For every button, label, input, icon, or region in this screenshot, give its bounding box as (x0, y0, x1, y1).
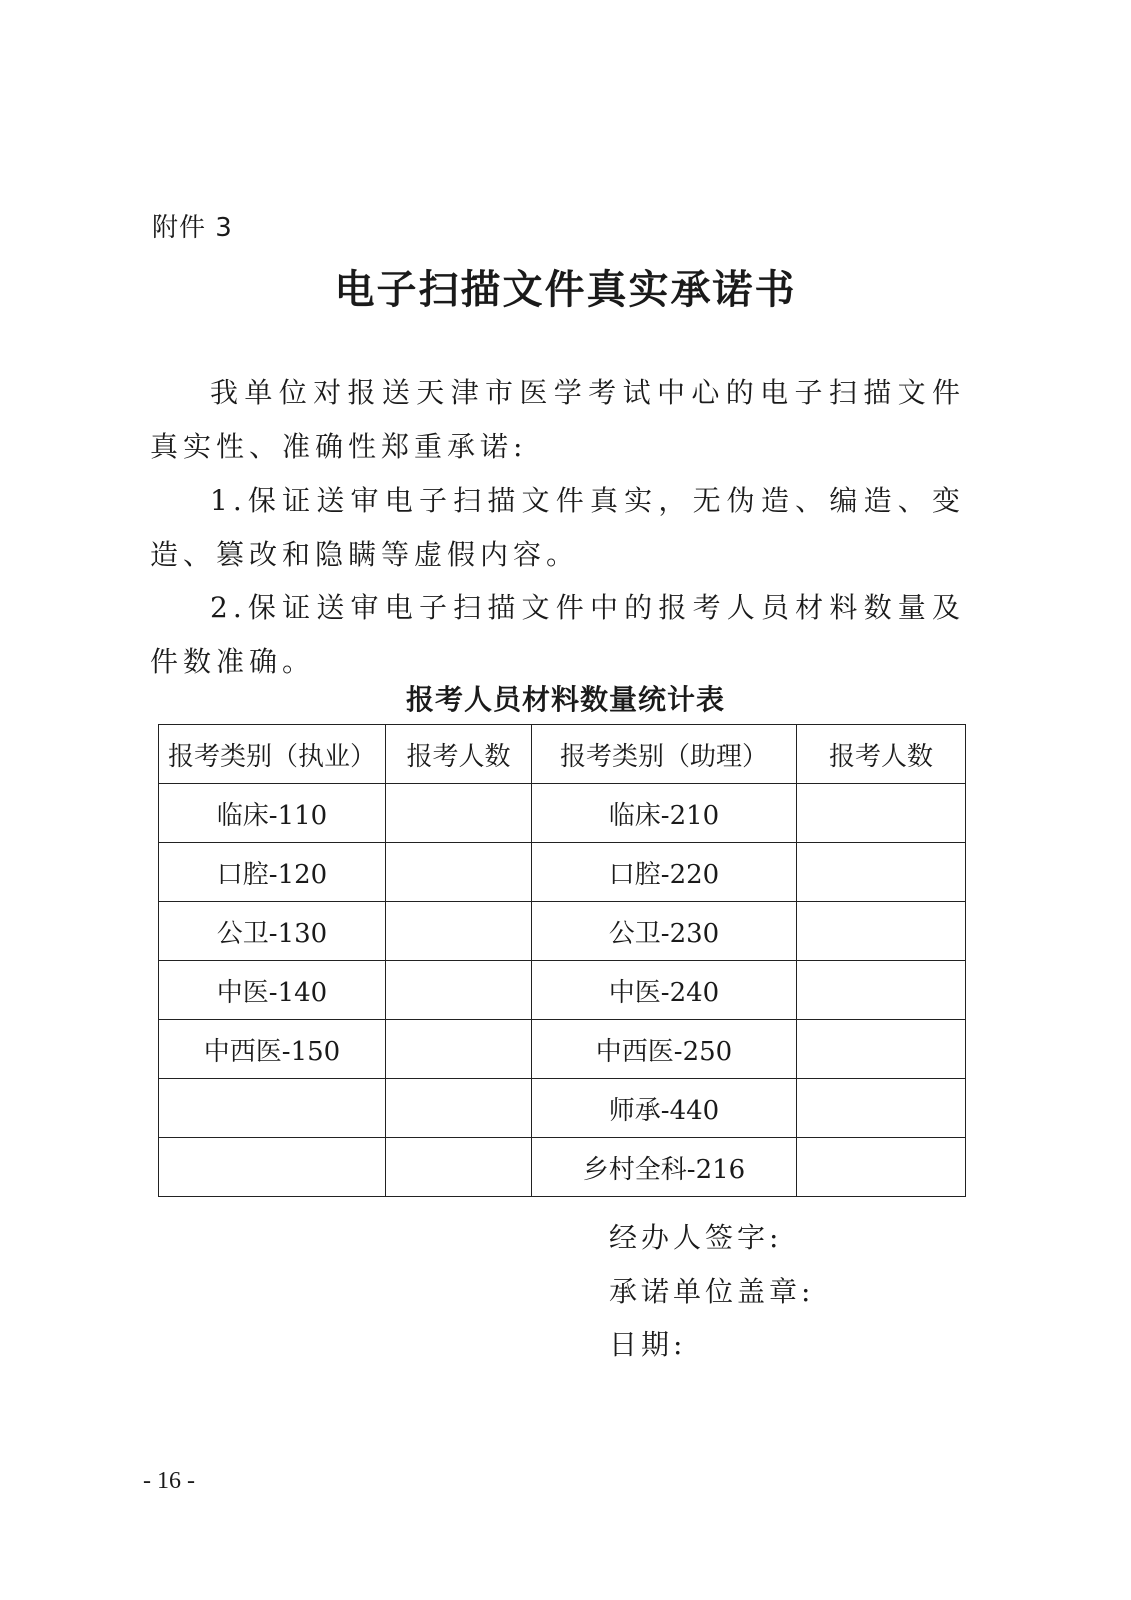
practice-category-cell: 公卫-130 (159, 902, 386, 961)
date-label: 日期: (609, 1328, 687, 1361)
assistant-category-cell: 乡村全科-216 (532, 1138, 797, 1197)
header-assistant-count: 报考人数 (797, 725, 966, 784)
table-header-row (159, 725, 966, 784)
assistant-category-cell: 公卫-230 (532, 902, 797, 961)
assistant-count-cell (797, 902, 966, 961)
table-row (159, 1138, 966, 1197)
paragraph-intro: 我单位对报送天津市医学考试中心的电子扫描文件真实性、准确性郑重承诺: (150, 376, 965, 463)
header-practice-category: 报考类别（执业） (159, 725, 386, 784)
table-row (159, 843, 966, 902)
attachment-label: 附件 3 (152, 213, 233, 243)
assistant-count-cell (797, 961, 966, 1020)
table-row (159, 961, 966, 1020)
assistant-count-cell (797, 1138, 966, 1197)
page-number: - 16 - (143, 1468, 195, 1494)
unit-seal-label: 承诺单位盖章: (609, 1275, 815, 1308)
assistant-category-cell: 临床-210 (532, 784, 797, 843)
practice-category-cell (159, 1138, 386, 1197)
practice-count-cell (386, 902, 532, 961)
assistant-count-cell (797, 1079, 966, 1138)
practice-count-cell (386, 1138, 532, 1197)
header-assistant-category: 报考类别（助理） (532, 725, 797, 784)
practice-category-cell: 临床-110 (159, 784, 386, 843)
paragraph-commitment-2: 2.保证送审电子扫描文件中的报考人员材料数量及件数准确。 (150, 591, 965, 678)
assistant-count-cell (797, 784, 966, 843)
assistant-category-cell: 师承-440 (532, 1079, 797, 1138)
practice-count-cell (386, 784, 532, 843)
statistics-table (158, 724, 966, 1197)
practice-count-cell (386, 961, 532, 1020)
practice-category-cell: 中西医-150 (159, 1020, 386, 1079)
handler-signature-label: 经办人签字: (609, 1221, 783, 1254)
practice-count-cell (386, 1079, 532, 1138)
practice-category-cell (159, 1079, 386, 1138)
paragraph-commitment-1: 1.保证送审电子扫描文件真实，无伪造、编造、变造、篡改和隐瞒等虚假内容。 (150, 484, 965, 571)
table-row (159, 1020, 966, 1079)
assistant-count-cell (797, 1020, 966, 1079)
table-row (159, 902, 966, 961)
table-title: 报考人员材料数量统计表 (405, 683, 725, 716)
document-title: 电子扫描文件真实承诺书 (334, 266, 797, 313)
practice-count-cell (386, 843, 532, 902)
table-row (159, 1079, 966, 1138)
table-row (159, 784, 966, 843)
assistant-category-cell: 口腔-220 (532, 843, 797, 902)
assistant-category-cell: 中医-240 (532, 961, 797, 1020)
header-practice-count: 报考人数 (386, 725, 532, 784)
practice-count-cell (386, 1020, 532, 1079)
practice-category-cell: 中医-140 (159, 961, 386, 1020)
assistant-category-cell: 中西医-250 (532, 1020, 797, 1079)
practice-category-cell: 口腔-120 (159, 843, 386, 902)
assistant-count-cell (797, 843, 966, 902)
